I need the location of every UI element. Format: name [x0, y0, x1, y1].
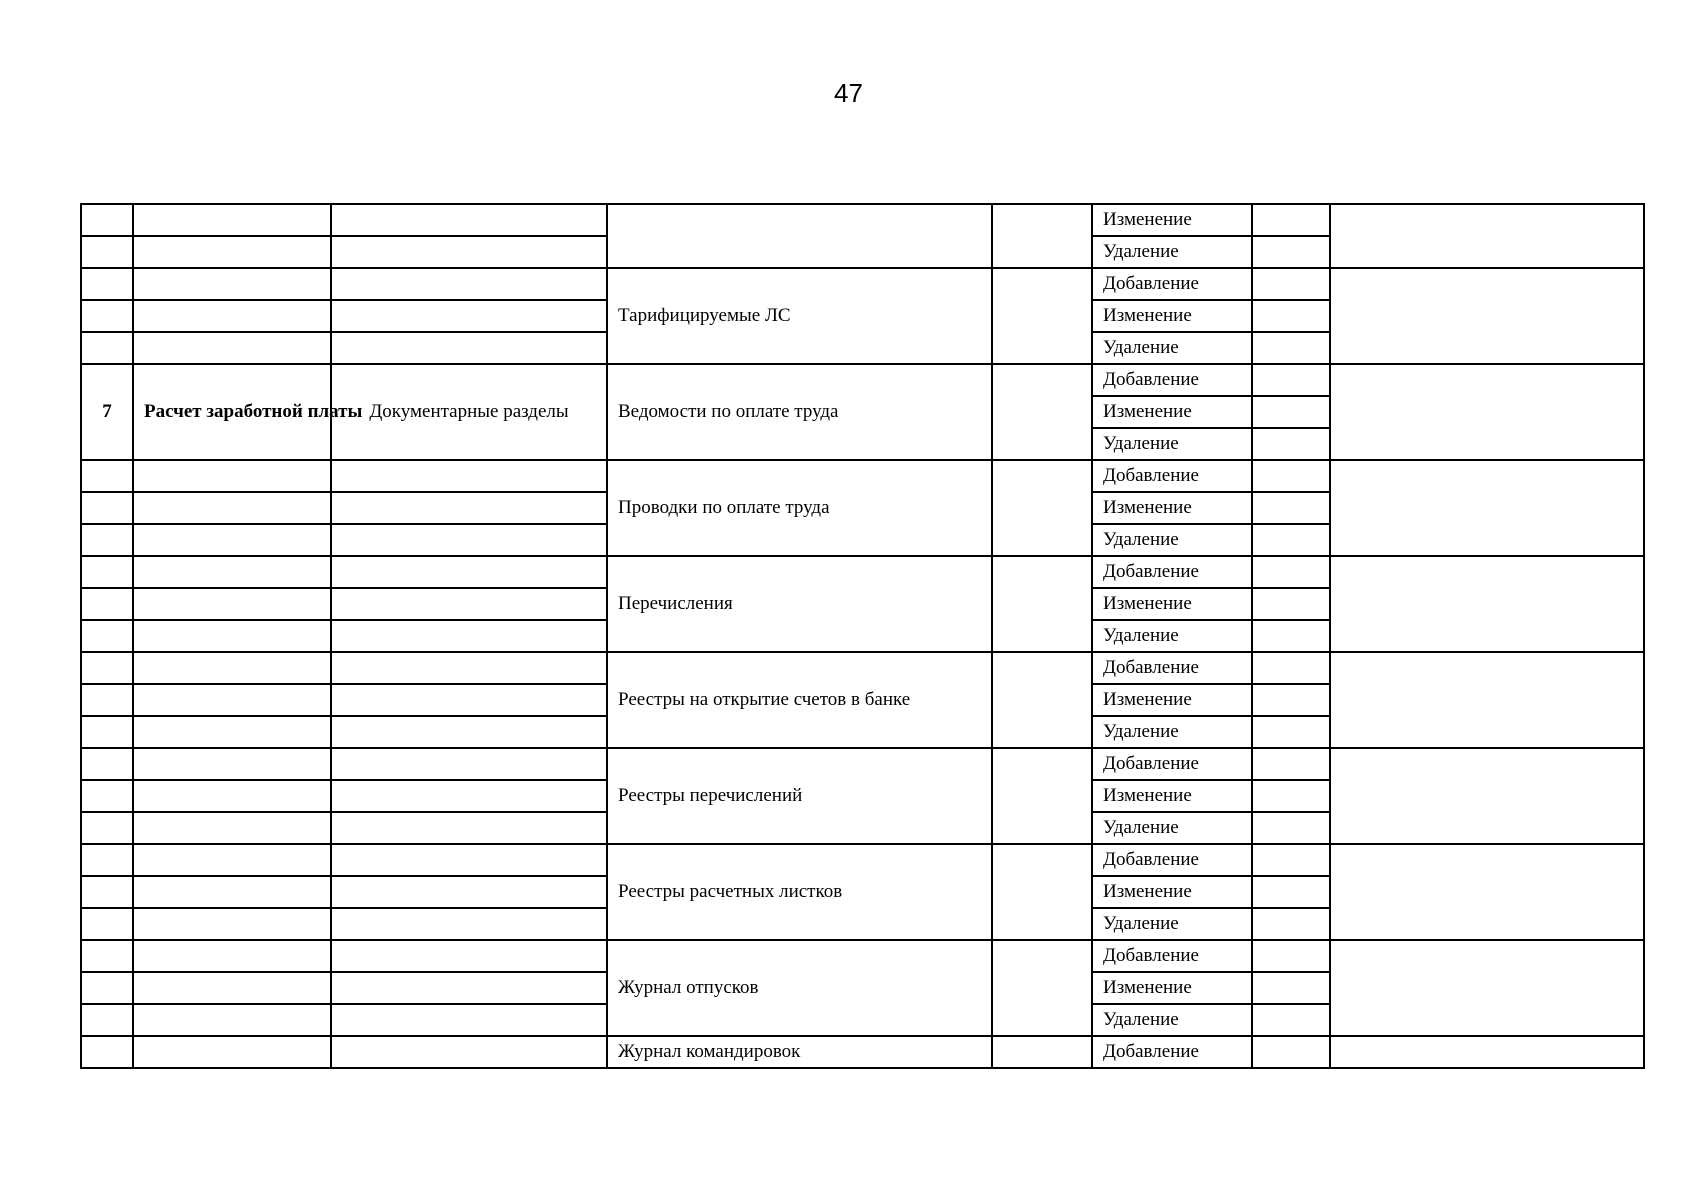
- operation-cell: Удаление: [1092, 620, 1252, 652]
- number-cell: [81, 812, 133, 844]
- number-cell: [81, 620, 133, 652]
- flag-cell: [1252, 1004, 1330, 1036]
- number-cell: [81, 1004, 133, 1036]
- section-cell: [133, 812, 331, 844]
- section-cell: [133, 716, 331, 748]
- number-cell: [81, 652, 133, 684]
- section-cell: [133, 524, 331, 556]
- object-name: Тарифицируемые ЛС: [607, 268, 992, 364]
- data-type-cell: [331, 876, 607, 908]
- note-cell: [1330, 652, 1644, 748]
- table-body: [81, 204, 1644, 1068]
- operation-cell: Удаление: [1092, 812, 1252, 844]
- section-cell: [133, 492, 331, 524]
- note-cell: [1330, 748, 1644, 844]
- table-row: [81, 204, 1644, 236]
- mark-cell: [992, 844, 1092, 940]
- object-name: Реестры расчетных листков: [607, 844, 992, 940]
- number-cell: [81, 268, 133, 300]
- section-cell: [133, 236, 331, 268]
- flag-cell: [1252, 940, 1330, 972]
- flag-cell: [1252, 844, 1330, 876]
- operation-cell: Удаление: [1092, 524, 1252, 556]
- operation-cell: Удаление: [1092, 236, 1252, 268]
- flag-cell: [1252, 716, 1330, 748]
- data-type-cell: [331, 268, 607, 300]
- data-type-cell: [331, 460, 607, 492]
- flag-cell: [1252, 748, 1330, 780]
- flag-cell: [1252, 908, 1330, 940]
- number-cell: [81, 908, 133, 940]
- number-cell: [81, 524, 133, 556]
- flag-cell: [1252, 524, 1330, 556]
- operation-cell: Изменение: [1092, 972, 1252, 1004]
- note-cell: [1330, 1036, 1644, 1068]
- operation-cell: Удаление: [1092, 428, 1252, 460]
- section-cell: [133, 300, 331, 332]
- section-cell: [133, 460, 331, 492]
- operation-cell: Добавление: [1092, 940, 1252, 972]
- object-cell: [607, 204, 992, 268]
- number-cell: [81, 332, 133, 364]
- operation-cell: Удаление: [1092, 1004, 1252, 1036]
- mark-cell: [992, 460, 1092, 556]
- number-cell: [81, 236, 133, 268]
- table-row: [81, 940, 1644, 972]
- number-cell: [81, 972, 133, 1004]
- operation-cell: Изменение: [1092, 300, 1252, 332]
- number-cell: [81, 716, 133, 748]
- data-type-cell: [331, 620, 607, 652]
- operation-cell: Добавление: [1092, 844, 1252, 876]
- section-cell: [133, 556, 331, 588]
- object-name: Ведомости по оплате труда: [607, 364, 992, 460]
- flag-cell: [1252, 556, 1330, 588]
- note-cell: [1330, 204, 1644, 268]
- data-type-cell: [331, 588, 607, 620]
- operation-cell: Добавление: [1092, 556, 1252, 588]
- section-name: Расчет заработной платы: [133, 364, 331, 460]
- data-type-cell: [331, 972, 607, 1004]
- flag-cell: [1252, 364, 1330, 396]
- flag-cell: [1252, 780, 1330, 812]
- data-type-cell: [331, 716, 607, 748]
- data-type-cell: [331, 524, 607, 556]
- flag-cell: [1252, 300, 1330, 332]
- section-cell: [133, 1036, 331, 1068]
- operation-cell: Изменение: [1092, 396, 1252, 428]
- section-cell: [133, 204, 331, 236]
- flag-cell: [1252, 588, 1330, 620]
- data-type-cell: [331, 684, 607, 716]
- data-type-cell: [331, 332, 607, 364]
- section-cell: [133, 652, 331, 684]
- number-cell: [81, 1036, 133, 1068]
- operation-cell: Изменение: [1092, 876, 1252, 908]
- number-cell: [81, 300, 133, 332]
- section-cell: [133, 876, 331, 908]
- section-cell: [133, 588, 331, 620]
- data-type-cell: [331, 908, 607, 940]
- operation-cell: Добавление: [1092, 364, 1252, 396]
- flag-cell: [1252, 268, 1330, 300]
- object-name: Перечисления: [607, 556, 992, 652]
- section-cell: [133, 268, 331, 300]
- flag-cell: [1252, 460, 1330, 492]
- flag-cell: [1252, 812, 1330, 844]
- operation-cell: Изменение: [1092, 588, 1252, 620]
- data-type-cell: [331, 652, 607, 684]
- flag-cell: [1252, 684, 1330, 716]
- section-cell: [133, 908, 331, 940]
- section-cell: [133, 748, 331, 780]
- data-type-cell: [331, 236, 607, 268]
- number-cell: [81, 460, 133, 492]
- table-row: [81, 268, 1644, 300]
- section-number: 7: [81, 364, 133, 460]
- operation-cell: Добавление: [1092, 1036, 1252, 1068]
- object-name: Реестры перечислений: [607, 748, 992, 844]
- object-name: Проводки по оплате труда: [607, 460, 992, 556]
- operation-cell: Изменение: [1092, 780, 1252, 812]
- access-rights-table: [80, 203, 1645, 1069]
- number-cell: [81, 780, 133, 812]
- data-type-cell: [331, 300, 607, 332]
- operation-cell: Добавление: [1092, 652, 1252, 684]
- page-number: 47: [834, 78, 863, 108]
- note-cell: [1330, 268, 1644, 364]
- table-row: [81, 364, 1644, 396]
- data-type-cell: [331, 812, 607, 844]
- flag-cell: [1252, 204, 1330, 236]
- number-cell: [81, 748, 133, 780]
- flag-cell: [1252, 332, 1330, 364]
- operation-cell: Изменение: [1092, 684, 1252, 716]
- section-cell: [133, 780, 331, 812]
- number-cell: [81, 940, 133, 972]
- data-type: Документарные разделы: [331, 364, 607, 460]
- object-name: Журнал отпусков: [607, 940, 992, 1036]
- operation-cell: Добавление: [1092, 748, 1252, 780]
- operation-cell: Удаление: [1092, 716, 1252, 748]
- data-type-cell: [331, 844, 607, 876]
- note-cell: [1330, 844, 1644, 940]
- operation-cell: Добавление: [1092, 460, 1252, 492]
- flag-cell: [1252, 972, 1330, 1004]
- mark-cell: [992, 940, 1092, 1036]
- object-name: Реестры на открытие счетов в банке: [607, 652, 992, 748]
- section-cell: [133, 940, 331, 972]
- note-cell: [1330, 460, 1644, 556]
- number-cell: [81, 204, 133, 236]
- table-row: [81, 652, 1644, 684]
- note-cell: [1330, 940, 1644, 1036]
- data-type-cell: [331, 1036, 607, 1068]
- flag-cell: [1252, 236, 1330, 268]
- flag-cell: [1252, 876, 1330, 908]
- section-cell: [133, 332, 331, 364]
- mark-cell: [992, 364, 1092, 460]
- mark-cell: [992, 204, 1092, 268]
- section-cell: [133, 1004, 331, 1036]
- flag-cell: [1252, 428, 1330, 460]
- table-row: [81, 748, 1644, 780]
- table-row: [81, 1036, 1644, 1068]
- data-type-cell: [331, 940, 607, 972]
- object-name: Журнал командировок: [607, 1036, 992, 1068]
- section-cell: [133, 684, 331, 716]
- data-type-cell: [331, 780, 607, 812]
- data-type-cell: [331, 492, 607, 524]
- number-cell: [81, 556, 133, 588]
- number-cell: [81, 684, 133, 716]
- section-cell: [133, 620, 331, 652]
- mark-cell: [992, 748, 1092, 844]
- flag-cell: [1252, 652, 1330, 684]
- operation-cell: Удаление: [1092, 908, 1252, 940]
- operation-cell: Изменение: [1092, 204, 1252, 236]
- mark-cell: [992, 1036, 1092, 1068]
- mark-cell: [992, 652, 1092, 748]
- flag-cell: [1252, 620, 1330, 652]
- table-row: [81, 844, 1644, 876]
- note-cell: [1330, 556, 1644, 652]
- data-type-cell: [331, 748, 607, 780]
- operation-cell: Изменение: [1092, 492, 1252, 524]
- table-row: [81, 460, 1644, 492]
- flag-cell: [1252, 1036, 1330, 1068]
- note-cell: [1330, 364, 1644, 460]
- section-cell: [133, 844, 331, 876]
- number-cell: [81, 844, 133, 876]
- number-cell: [81, 492, 133, 524]
- operation-cell: Удаление: [1092, 332, 1252, 364]
- data-type-cell: [331, 556, 607, 588]
- flag-cell: [1252, 492, 1330, 524]
- mark-cell: [992, 268, 1092, 364]
- data-type-cell: [331, 204, 607, 236]
- table-row: [81, 556, 1644, 588]
- section-cell: [133, 972, 331, 1004]
- number-cell: [81, 876, 133, 908]
- data-type-cell: [331, 1004, 607, 1036]
- mark-cell: [992, 556, 1092, 652]
- number-cell: [81, 588, 133, 620]
- flag-cell: [1252, 396, 1330, 428]
- operation-cell: Добавление: [1092, 268, 1252, 300]
